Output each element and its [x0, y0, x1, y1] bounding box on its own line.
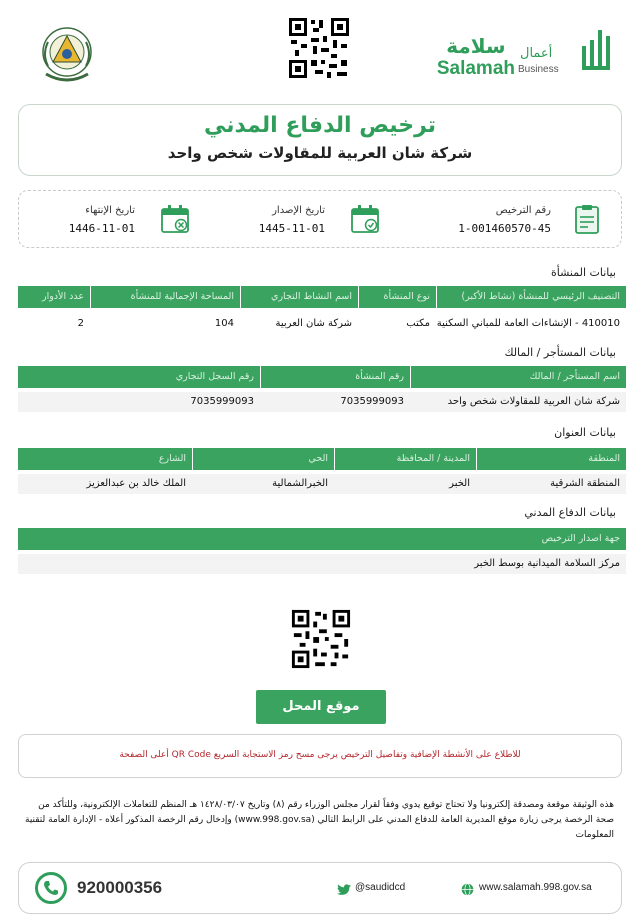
- salamah-ar-label: سلامة: [446, 34, 506, 58]
- store-location-button[interactable]: موقع المحل: [256, 690, 386, 724]
- address-header-region: المنطقة: [476, 448, 626, 470]
- owner-name: شركة شان العربية للمقاولات شخص واحد: [447, 396, 620, 407]
- license-title-box: [18, 104, 622, 176]
- civil-defense-table: [18, 528, 626, 574]
- qr-code-top[interactable]: [287, 16, 351, 80]
- qr-notice-box: [18, 734, 622, 778]
- facility-table-header: [18, 286, 626, 308]
- owner-table-header: [18, 366, 626, 388]
- qr-notice-text: للاطلاع على الأنشطة الإضافية وتفاصيل الترخيص يرجى مسح رمز الاستجابة السريع QR Code أعلى الصفحة: [119, 750, 521, 760]
- facility-activity: شركة شان العربية: [275, 318, 352, 329]
- address-district: الخبرالشمالية: [272, 478, 328, 489]
- facility-type: مكتب: [406, 318, 430, 329]
- table-row: [18, 392, 626, 412]
- issue-date-label: تاريخ الإصدار: [272, 205, 325, 216]
- table-row: [18, 314, 626, 334]
- facility-header-classification: التصنيف الرئيسي للمنشأة (نشاط الأكبر): [436, 286, 626, 308]
- owner-header-facility-number: رقم المنشأة: [260, 366, 410, 388]
- globe-icon: [461, 881, 474, 894]
- clipboard-icon: [571, 203, 603, 235]
- owner-header-cr-number: رقم السجل التجاري: [175, 371, 254, 382]
- owner-table: [18, 366, 626, 412]
- facility-section-title: بيانات المنشأة: [550, 266, 616, 279]
- facility-table: [18, 286, 626, 334]
- legal-disclaimer: هذه الوثيقة موقعة ومصدقة إلكترونيا ولا تحتاج توقيع يدوي وفقاً لقرار مجلس الوزراء رقم (٨) وتاريخ ١٤٢٨/٠٣/٠٧ هـ المنظم للتعاملات الإلكترونية، وللتأكد من صحة الرخصة يرجى زيارة موقع المديرية العامة للدفاع المدني على الرابط التالي (www.998.gov.sa) وإدخال رقم الرخصة المذكور أعلاه - الإدارة العامة لتقنية المعلومات: [25, 800, 614, 840]
- twitter-handle[interactable]: @saudidcd: [355, 882, 406, 893]
- owner-header-name: اسم المستأجر / المالك: [410, 366, 626, 388]
- owner-facility-number: 7035999093: [340, 396, 404, 407]
- address-region: المنطقة الشرقية: [550, 478, 620, 489]
- address-header-district: الحي: [192, 448, 334, 470]
- page-title: ترخيص الدفاع المدني: [203, 113, 437, 138]
- facility-header-type: نوع المنشأة: [358, 286, 436, 308]
- website-link[interactable]: www.salamah.998.gov.sa: [479, 882, 592, 893]
- license-info-box: [18, 190, 622, 248]
- qr-code-location[interactable]: [290, 608, 352, 670]
- calendar-check-icon: [349, 203, 381, 235]
- salamah-logo: [437, 34, 515, 80]
- expiry-date-item: [31, 203, 211, 239]
- facility-header-floors: عدد الأدوار: [41, 291, 84, 302]
- issue-date-value: 1445-11-01: [258, 222, 325, 235]
- facility-floors: 2: [77, 318, 84, 329]
- civil-defense-table-header: [18, 528, 626, 550]
- civil-defense-emblem: [36, 24, 98, 88]
- license-number-label: رقم الترخيص: [495, 205, 551, 216]
- owner-section-title: بيانات المستأجر / المالك: [504, 346, 616, 359]
- address-table-header: [18, 448, 626, 470]
- address-section-title: بيانات العنوان: [554, 426, 616, 439]
- company-name: شركة شان العربية للمقاولات شخص واحد: [167, 144, 473, 162]
- business-logo: [510, 26, 620, 86]
- address-table: [18, 448, 626, 494]
- salamah-en-label: Salamah: [436, 58, 515, 79]
- business-en-label: Business: [518, 64, 559, 75]
- phone-icon: [35, 872, 67, 904]
- header: [0, 12, 640, 92]
- phone-number[interactable]: 920000356: [77, 878, 163, 897]
- business-ar-label: أعمال: [520, 46, 553, 61]
- table-row: [18, 474, 626, 494]
- facility-area: 104: [214, 318, 234, 329]
- table-row: [18, 554, 626, 574]
- civil-defense-header-issuer: جهة اصدار الترخيص: [541, 533, 620, 544]
- expiry-date-label: تاريخ الإنتهاء: [85, 205, 135, 216]
- civil-defense-section-title: بيانات الدفاع المدني: [524, 506, 616, 519]
- facility-header-activity: اسم النشاط التجاري: [240, 286, 358, 308]
- twitter-icon: [337, 881, 351, 893]
- license-number-item: [421, 203, 611, 239]
- address-city: الخبر: [449, 478, 470, 489]
- facility-header-area: المساحة الإجمالية للمنشأة: [90, 286, 240, 308]
- issue-date-item: [221, 203, 401, 239]
- address-street: الملك خالد بن عبدالعزيز: [86, 478, 186, 489]
- address-header-city: المدينة / المحافظة: [334, 448, 476, 470]
- civil-defense-issuer: مركز السلامة الميدانية بوسط الخبر: [474, 558, 620, 569]
- facility-classification: 410010 - الإنشاءات العامة للمباني السكنية: [436, 318, 620, 329]
- license-number-value: 1-001460570-45: [458, 222, 551, 235]
- footer-contact-bar: [18, 862, 622, 914]
- address-header-street: الشارع: [158, 453, 186, 464]
- expiry-date-value: 1446-11-01: [68, 222, 135, 235]
- owner-cr-number: 7035999093: [190, 396, 254, 407]
- calendar-x-icon: [159, 203, 191, 235]
